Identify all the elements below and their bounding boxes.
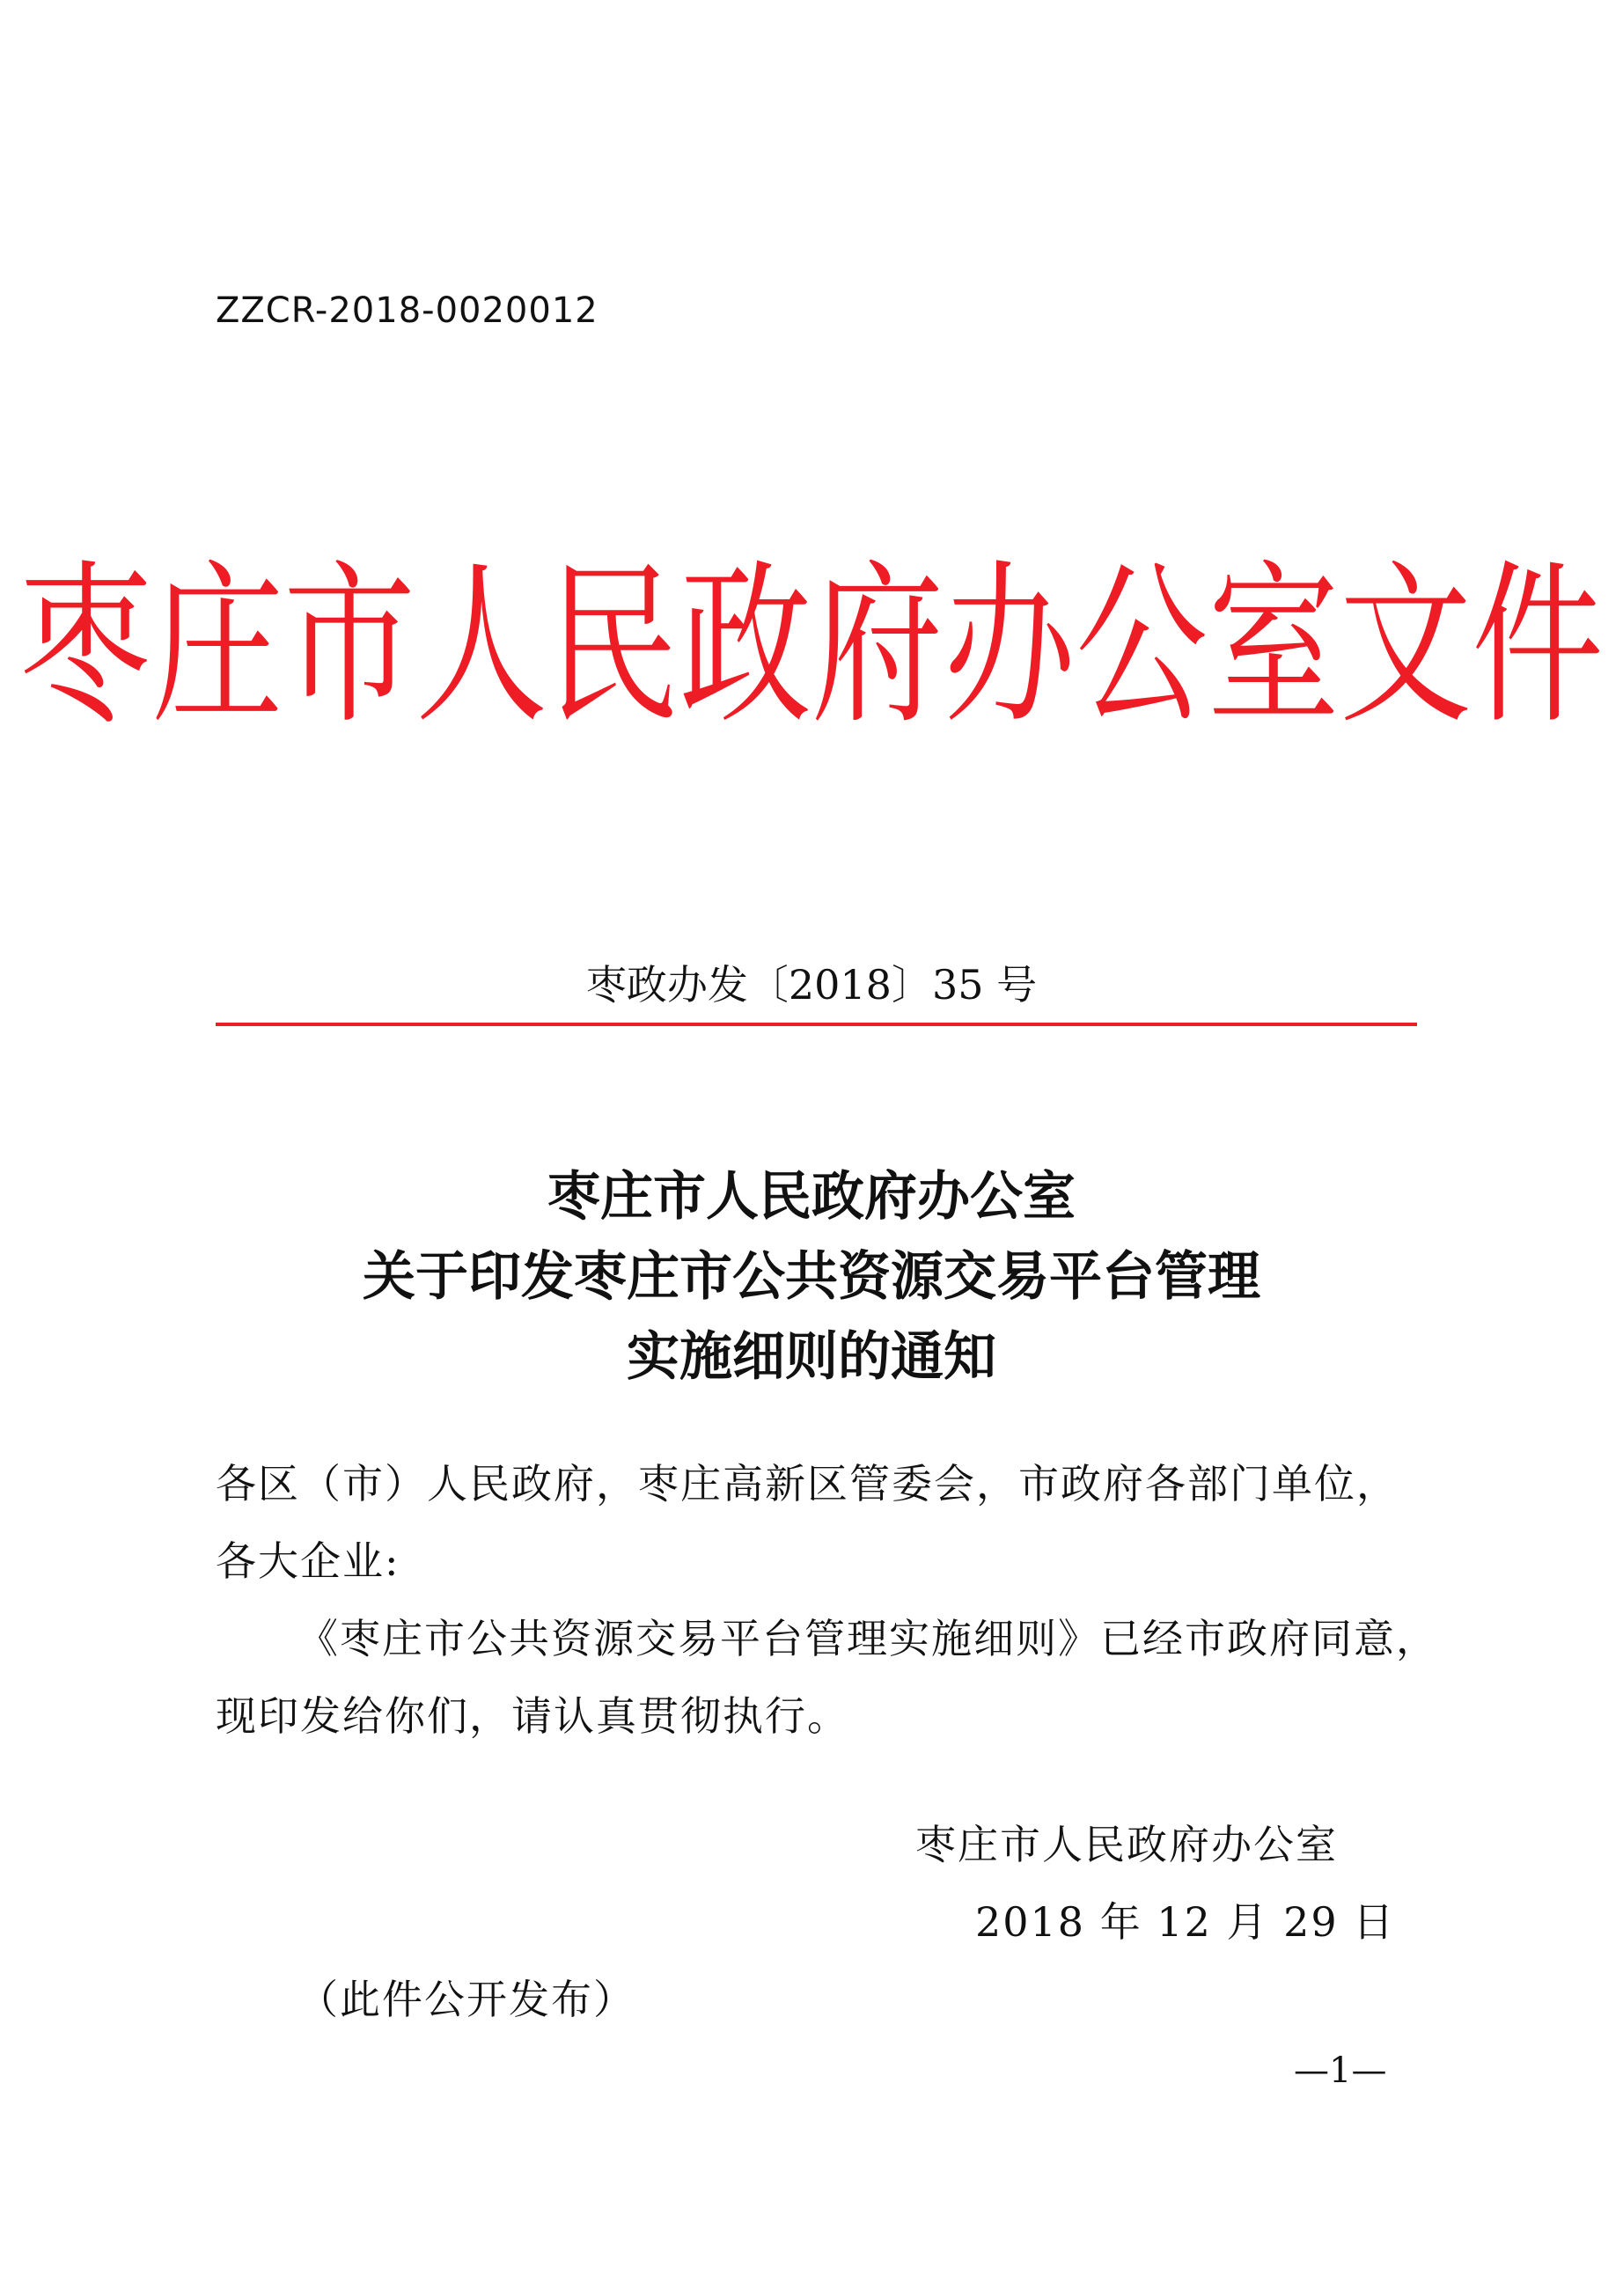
notice-title-line-1: 枣庄市人民政府办公室 [547,1166,1076,1228]
addressee-line-1: 各区（市）人民政府，枣庄高新区管委会，市政府各部门单位， [216,1460,1399,1507]
notice-title-line-3: 实施细则的通知 [627,1326,996,1388]
document-code: ZZCR-2018-0020012 [216,290,599,331]
notice-title-line-2: 关于印发枣庄市公共资源交易平台管理 [363,1246,1260,1308]
masthead-title: 枣庄市人民政府办公室文件 [18,546,1604,748]
page-number: —1— [1294,2050,1387,2091]
publish-note: （此件公开发布） [297,1976,635,2023]
issue-date: 2018 年 12 月 29 日 [975,1898,1396,1946]
body-paragraph-line-2: 现印发给你们，请认真贯彻执行。 [216,1692,849,1740]
body-paragraph-line-1: 《枣庄市公共资源交易平台管理实施细则》已经市政府同意， [297,1615,1438,1662]
signing-authority: 枣庄市人民政府办公室 [915,1821,1338,1868]
red-divider [216,1023,1417,1026]
addressee-line-2: 各大企业: [216,1537,400,1585]
issue-number: 枣政办发〔2018〕35 号 [585,961,1038,1009]
